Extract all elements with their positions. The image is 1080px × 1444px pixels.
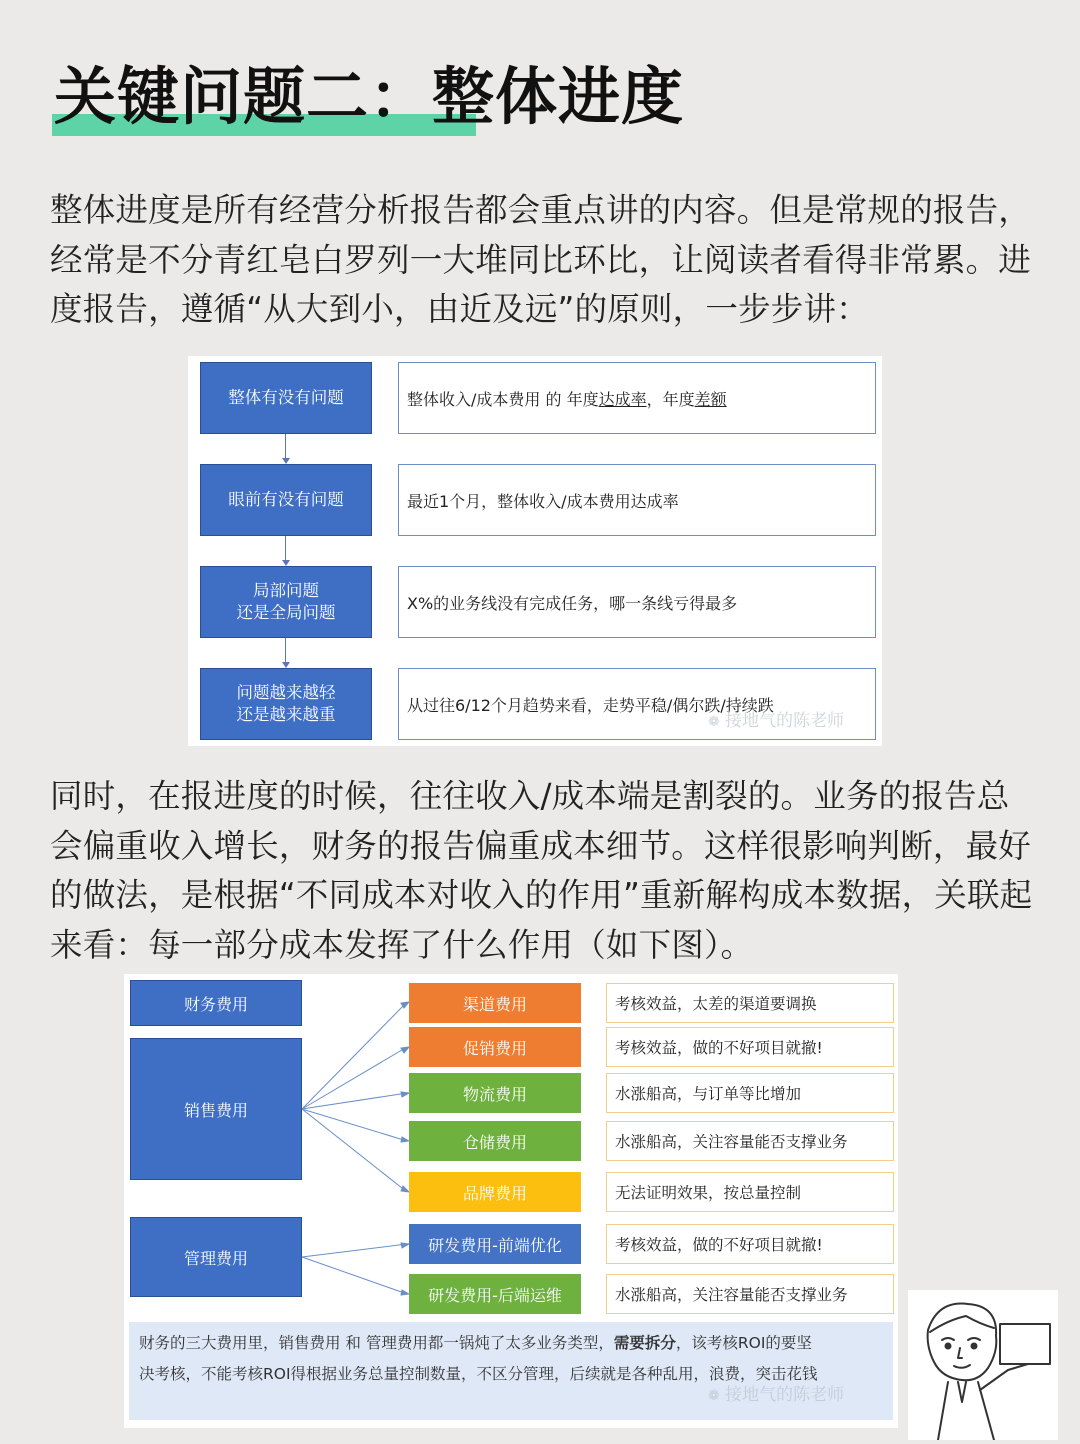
cost-item-label: 研发费用-前端优化 — [428, 1235, 562, 1255]
category-admin — [130, 1217, 302, 1297]
cost-note — [606, 1224, 894, 1264]
cost-note-text: 水涨船高，与订单等比增加 — [615, 1085, 802, 1103]
step-1-detail-u1: 达成率 — [598, 389, 647, 409]
cost-item — [409, 1121, 581, 1161]
step-3-label-2: 还是全局问题 — [236, 603, 336, 622]
step-1-box — [200, 362, 372, 434]
eye-icon — [946, 1344, 951, 1349]
page-title: 关键问题二：整体进度 — [54, 60, 685, 133]
cost-item-label: 渠道费用 — [462, 994, 527, 1014]
nose-icon — [958, 1348, 962, 1358]
cost-note-text: 考核效益，做的不好项目就撤! — [615, 1039, 823, 1057]
arrowhead — [401, 1047, 409, 1053]
cost-note-text: 考核效益，做的不好项目就撤! — [615, 1236, 823, 1254]
step-1-detail-u2: 差额 — [694, 389, 727, 409]
watermark — [708, 1380, 844, 1405]
step-4-detail-text: 从过往6/12个月趋势来看，走势平稳/偶尔跌/持续跌 — [407, 695, 774, 715]
cost-item-label: 促销费用 — [462, 1038, 527, 1058]
cost-item-label: 品牌费用 — [462, 1183, 527, 1203]
cost-item — [409, 1172, 581, 1212]
step-1-detail — [398, 362, 876, 434]
eye-icon — [972, 1344, 977, 1349]
step-2-box — [200, 464, 372, 536]
summary-note — [129, 1322, 893, 1420]
step-1-label: 整体有没有问题 — [228, 388, 344, 407]
cost-note — [606, 1121, 894, 1161]
summary-line-2: 决考核，不能考核ROI得根据业务总量控制数量，不区分管理，后续就是各种乱用，浪费，突击花钱 — [139, 1365, 818, 1383]
cost-item — [409, 983, 581, 1023]
connector-line — [302, 1109, 407, 1141]
cost-note — [606, 1172, 894, 1212]
mouth-icon — [954, 1365, 970, 1368]
intro-paragraph: 整体进度是所有经营分析报告都会重点讲的内容。但是常规的报告，经常是不分青红皂白罗列一大堆同比环比，让阅读者看得非常累。进度报告，遵循“从大到小，由近及远”的原则，一步步讲： — [50, 191, 1032, 328]
step-4-label-2: 还是越来越重 — [236, 705, 336, 724]
progress-flow-diagram — [188, 356, 882, 746]
cost-note-text: 无法证明效果，按总量控制 — [615, 1184, 802, 1202]
cost-item-label: 物流费用 — [462, 1084, 527, 1104]
cartoon-teacher-avatar — [908, 1290, 1058, 1440]
step-1-detail-a: 整体收入/成本费用 的 年度 — [407, 389, 599, 409]
brow-icon — [968, 1338, 980, 1340]
connector-3 — [285, 638, 286, 664]
step-3-detail-text: X%的业务线没有完成任务，哪一条线亏得最多 — [407, 593, 738, 613]
cost-note-text: 考核效益，太差的渠道要调换 — [615, 995, 817, 1013]
category-sales-label: 销售费用 — [183, 1100, 248, 1120]
cost-note-text: 水涨船高，关注容量能否支撑业务 — [615, 1286, 848, 1304]
cost-item — [409, 1274, 581, 1314]
arrowhead — [401, 1186, 409, 1192]
cost-item — [409, 1224, 581, 1264]
step-3-detail — [398, 566, 876, 638]
body-icon — [938, 1382, 994, 1440]
step-2-detail — [398, 464, 876, 536]
category-finance — [130, 980, 302, 1026]
cost-item — [409, 1027, 581, 1067]
cost-note — [606, 983, 894, 1023]
cost-item — [409, 1073, 581, 1113]
summary-bold: 需要拆分 — [613, 1334, 676, 1352]
step-4-label-1: 问题越来越轻 — [236, 683, 336, 702]
connector-2 — [285, 536, 286, 562]
wechat-icon: ❁ — [708, 1388, 720, 1404]
teacher-illustration-icon — [908, 1290, 1058, 1440]
step-2-label: 眼前有没有问题 — [228, 490, 344, 509]
step-3-label-1: 局部问题 — [253, 581, 319, 600]
watermark — [708, 706, 844, 731]
connector-line — [302, 1002, 407, 1109]
connector-1 — [285, 434, 286, 460]
step-4-box — [200, 668, 372, 740]
brow-icon — [942, 1338, 954, 1340]
cost-item-label: 仓储费用 — [462, 1132, 527, 1152]
connector-line — [302, 1109, 407, 1192]
arrowhead — [401, 1243, 409, 1248]
arrowhead — [401, 1137, 409, 1142]
category-admin-label: 管理费用 — [183, 1248, 248, 1268]
category-sales — [130, 1038, 302, 1180]
summary-text-a: 财务的三大费用里，销售费用 和 管理费用都一锅炖了太多业务类型， — [139, 1334, 614, 1352]
hair-icon — [930, 1316, 994, 1332]
cost-note — [606, 1073, 894, 1113]
arrowhead — [401, 1290, 409, 1295]
connector-line — [302, 1047, 407, 1109]
connector-line — [302, 1093, 407, 1109]
cost-note-text: 水涨船高，关注容量能否支撑业务 — [615, 1133, 848, 1151]
step-2-detail-text: 最近1个月，整体收入/成本费用达成率 — [407, 491, 679, 511]
summary-text-b: ，该考核ROI的要坚 — [675, 1334, 812, 1352]
second-paragraph: 同时，在报进度的时候，往往收入/成本端是割裂的。业务的报告总会偏重收入增长，财务的报告偏重成本细节。这样很影响判断，最好的做法，是根据“不同成本对收入的作用”重新解构成本数据，关联起来看：每一部分成本发挥了什么作用（如下图）。 — [50, 777, 1033, 964]
connector-line — [302, 1257, 407, 1294]
cost-note — [606, 1027, 894, 1067]
arrowhead — [401, 1092, 409, 1097]
watermark-text: 接地气的陈老师 — [725, 711, 845, 731]
category-finance-label: 财务费用 — [183, 994, 248, 1014]
cost-structure-diagram — [124, 974, 898, 1428]
tie-icon — [958, 1382, 966, 1402]
cost-item-label: 研发费用-后端运维 — [428, 1285, 562, 1305]
step-1-detail-b: ，年度 — [646, 389, 695, 409]
step-3-box — [200, 566, 372, 638]
watermark-text: 接地气的陈老师 — [725, 1385, 845, 1405]
summary-line-1 — [139, 1328, 883, 1359]
connector-line — [302, 1244, 407, 1257]
board-icon — [1000, 1324, 1050, 1364]
wechat-icon: ❁ — [708, 714, 720, 730]
cost-note — [606, 1274, 894, 1314]
